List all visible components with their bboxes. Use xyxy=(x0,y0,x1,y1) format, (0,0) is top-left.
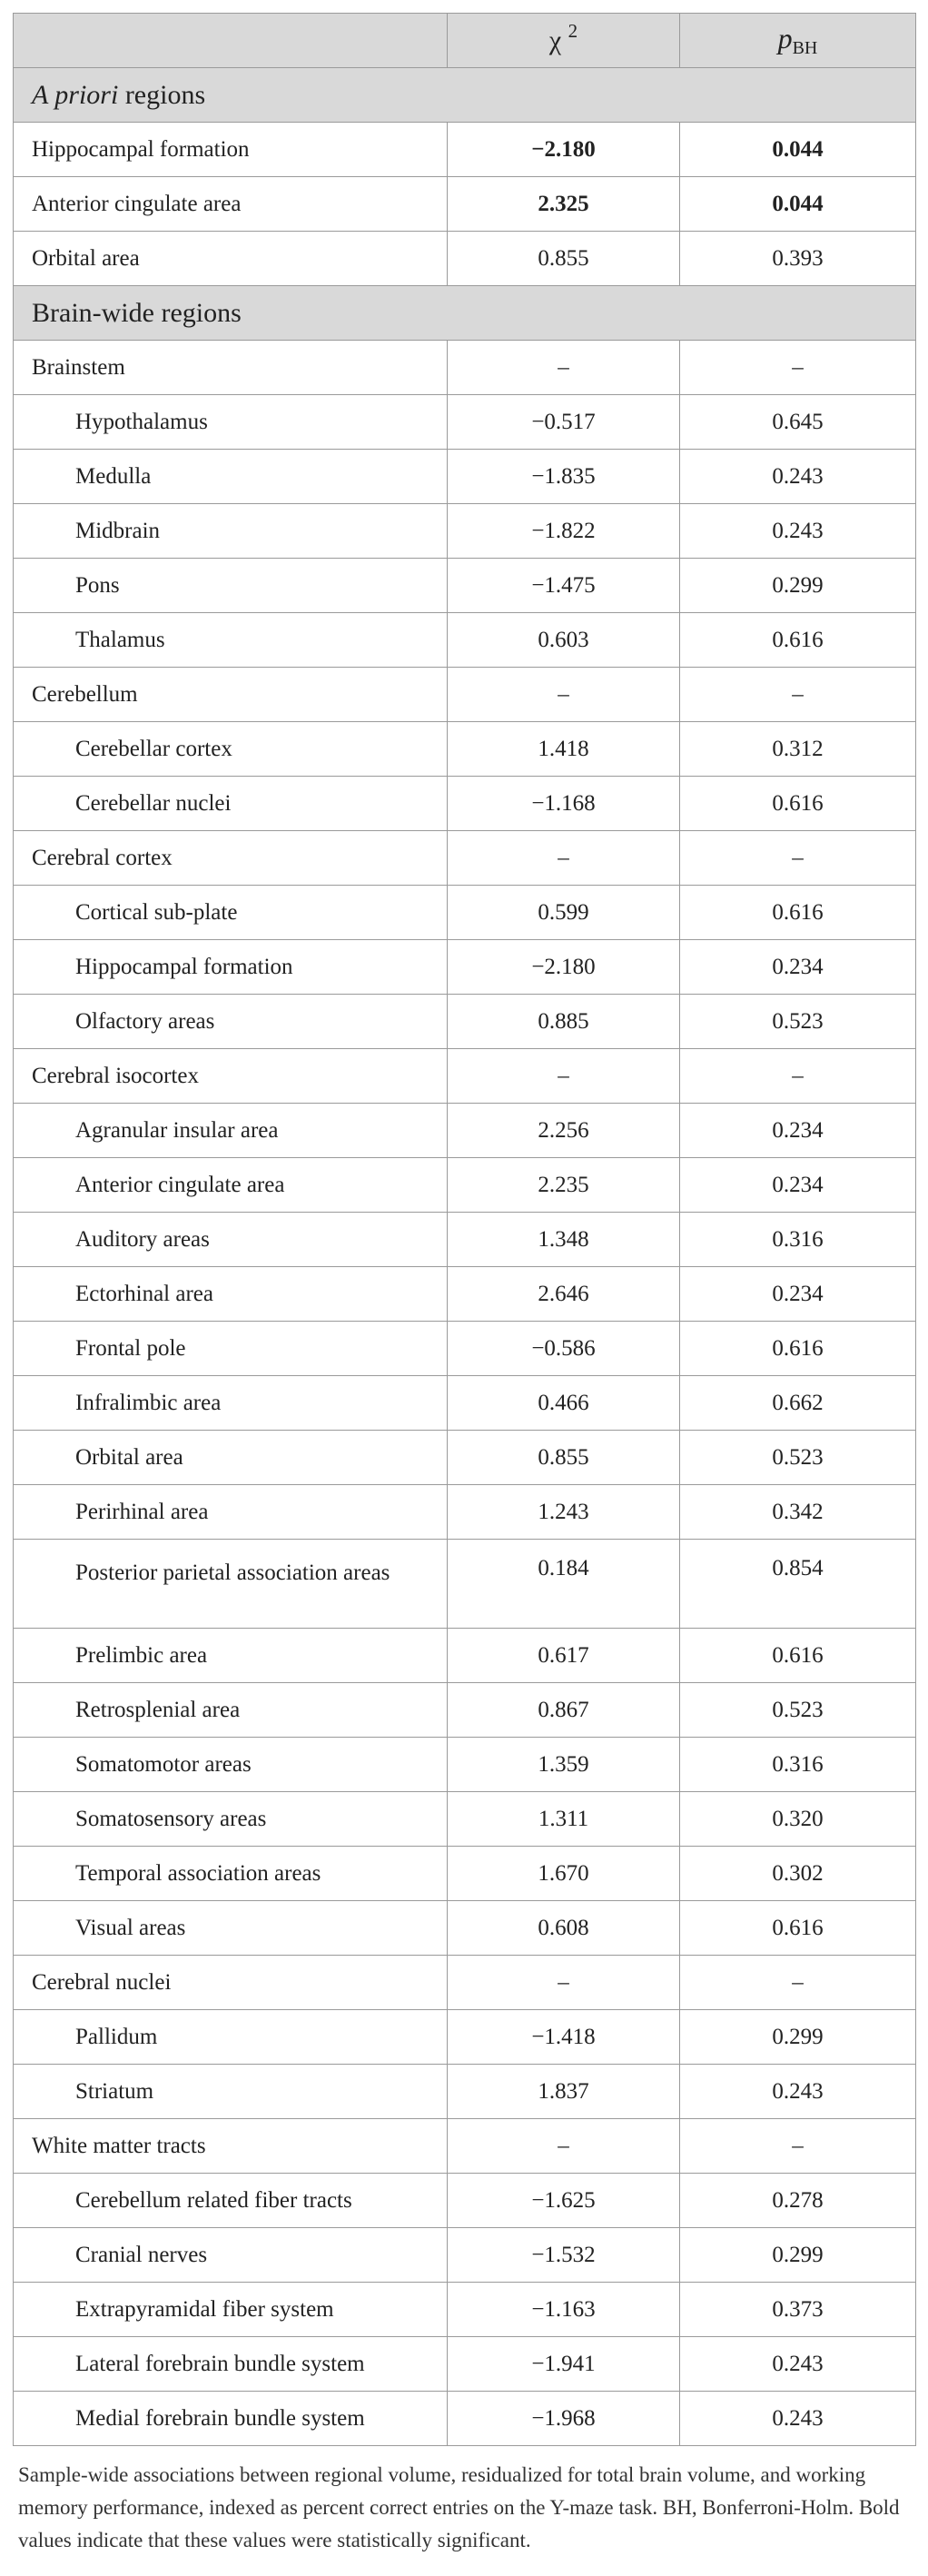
table-row xyxy=(14,940,916,995)
chi-square-cell: −2.180 xyxy=(448,123,680,177)
p-bh-cell: 0.243 xyxy=(680,2392,916,2446)
p-bh-cell: 0.312 xyxy=(680,722,916,777)
region-name-cell: Midbrain xyxy=(14,504,448,559)
chi-square-cell: 0.466 xyxy=(448,1376,680,1431)
section-header-row xyxy=(14,286,916,341)
p-bh-cell: 0.616 xyxy=(680,1322,916,1376)
region-name-cell: Cerebellar cortex xyxy=(14,722,448,777)
p-bh-cell: 0.234 xyxy=(680,1104,916,1158)
chi-square-cell: 2.256 xyxy=(448,1104,680,1158)
table-row xyxy=(14,1158,916,1213)
region-name-cell: Hippocampal formation xyxy=(14,123,448,177)
p-bh-cell: – xyxy=(680,341,916,395)
region-name-cell: Cerebral cortex xyxy=(14,831,448,886)
chi-square-cell: 0.608 xyxy=(448,1901,680,1956)
table-row xyxy=(14,1267,916,1322)
region-name-cell: Thalamus xyxy=(14,613,448,668)
chi-square-cell: 0.855 xyxy=(448,1431,680,1485)
region-name-cell: Temporal association areas xyxy=(14,1847,448,1901)
header-chi-square xyxy=(448,14,680,68)
region-name-cell: Orbital area xyxy=(14,232,448,286)
section-title-text: regions xyxy=(118,79,206,110)
chi-square-cell: −1.168 xyxy=(448,777,680,831)
region-name-cell: Olfactory areas xyxy=(14,995,448,1049)
header-p-bh xyxy=(680,14,916,68)
region-name-cell: Posterior parietal association areas xyxy=(14,1540,448,1629)
region-name-cell: Frontal pole xyxy=(14,1322,448,1376)
chi-square-cell: 2.235 xyxy=(448,1158,680,1213)
header-region xyxy=(14,14,448,68)
table-row xyxy=(14,1322,916,1376)
chi-square-cell: 1.670 xyxy=(448,1847,680,1901)
chi-square-cell: 0.184 xyxy=(448,1540,680,1629)
table-row xyxy=(14,777,916,831)
table-row xyxy=(14,1376,916,1431)
table-row xyxy=(14,1431,916,1485)
p-bh-cell: 0.044 xyxy=(680,177,916,232)
table-row xyxy=(14,1213,916,1267)
table-row xyxy=(14,2174,916,2228)
chi-square-cell: −1.835 xyxy=(448,450,680,504)
table-row xyxy=(14,177,916,232)
p-bh-cell: 0.044 xyxy=(680,123,916,177)
p-bh-cell: 0.523 xyxy=(680,995,916,1049)
chi-square-cell: −0.517 xyxy=(448,395,680,450)
p-bh-cell: 0.616 xyxy=(680,613,916,668)
region-name-cell: Somatosensory areas xyxy=(14,1792,448,1847)
chi-square-cell: 2.325 xyxy=(448,177,680,232)
chi-square-cell: 1.311 xyxy=(448,1792,680,1847)
p-bh-cell: 0.243 xyxy=(680,504,916,559)
table-row xyxy=(14,450,916,504)
p-bh-cell: 0.299 xyxy=(680,2228,916,2283)
table-row xyxy=(14,1540,916,1629)
chi-square-cell: – xyxy=(448,831,680,886)
table-row xyxy=(14,1956,916,2010)
table-row xyxy=(14,886,916,940)
chi-square-cell: 1.418 xyxy=(448,722,680,777)
region-name-cell: Medial forebrain bundle system xyxy=(14,2392,448,2446)
section-title xyxy=(14,286,916,341)
table-row xyxy=(14,341,916,395)
table-row xyxy=(14,123,916,177)
p-bh-cell: 0.278 xyxy=(680,2174,916,2228)
region-name-cell: Pons xyxy=(14,559,448,613)
region-name-cell: Cerebellum xyxy=(14,668,448,722)
p-bh-cell: 0.299 xyxy=(680,2010,916,2065)
chi-square-cell: 0.617 xyxy=(448,1629,680,1683)
p-bh-cell: 0.616 xyxy=(680,886,916,940)
chi-symbol: χ xyxy=(548,25,562,55)
section-title-text: Brain-wide regions xyxy=(32,297,242,328)
table-row xyxy=(14,395,916,450)
table-caption: Sample-wide associations between regional volume, residualized for total brain volume, and working memory performance, indexed as percent correct entries on the Y-maze task. BH, Bonferroni-Holm. Bold values indicate that these values were statistically significant. xyxy=(18,2463,900,2551)
chi-square-cell: – xyxy=(448,1049,680,1104)
chi-square-cell: 0.599 xyxy=(448,886,680,940)
table-row xyxy=(14,2392,916,2446)
chi-square-cell: – xyxy=(448,2119,680,2174)
p-bh-cell: 0.234 xyxy=(680,1158,916,1213)
chi-square-cell: −1.625 xyxy=(448,2174,680,2228)
p-bh-cell: 0.234 xyxy=(680,1267,916,1322)
p-bh-cell: 0.645 xyxy=(680,395,916,450)
table-row xyxy=(14,232,916,286)
p-bh-cell: 0.243 xyxy=(680,2065,916,2119)
table-row xyxy=(14,2119,916,2174)
chi-square-cell: 1.359 xyxy=(448,1738,680,1792)
region-name-cell: Cerebellar nuclei xyxy=(14,777,448,831)
table-row xyxy=(14,1738,916,1792)
region-name-cell: White matter tracts xyxy=(14,2119,448,2174)
region-name-cell: Extrapyramidal fiber system xyxy=(14,2283,448,2337)
table-row xyxy=(14,995,916,1049)
region-name-cell: Somatomotor areas xyxy=(14,1738,448,1792)
region-name-cell: Ectorhinal area xyxy=(14,1267,448,1322)
chi-square-cell: −1.941 xyxy=(448,2337,680,2392)
table-row xyxy=(14,668,916,722)
chi-square-cell: −1.475 xyxy=(448,559,680,613)
region-name-cell: Retrosplenial area xyxy=(14,1683,448,1738)
chi-square-cell: 1.348 xyxy=(448,1213,680,1267)
p-bh-cell: 0.616 xyxy=(680,1901,916,1956)
region-name-cell: Striatum xyxy=(14,2065,448,2119)
p-bh-cell: 0.243 xyxy=(680,2337,916,2392)
p-subscript: BH xyxy=(792,38,818,58)
p-bh-cell: 0.662 xyxy=(680,1376,916,1431)
p-bh-cell: 0.616 xyxy=(680,777,916,831)
p-bh-cell: 0.320 xyxy=(680,1792,916,1847)
chi-square-cell: – xyxy=(448,341,680,395)
chi-square-cell: −1.532 xyxy=(448,2228,680,2283)
table-row xyxy=(14,1683,916,1738)
p-bh-cell: – xyxy=(680,1049,916,1104)
region-name-cell: Cortical sub-plate xyxy=(14,886,448,940)
table-row xyxy=(14,1792,916,1847)
region-name-cell: Cranial nerves xyxy=(14,2228,448,2283)
region-name-cell: Infralimbic area xyxy=(14,1376,448,1431)
p-bh-cell: 0.523 xyxy=(680,1683,916,1738)
region-name-cell: Hippocampal formation xyxy=(14,940,448,995)
region-name-cell: Anterior cingulate area xyxy=(14,177,448,232)
p-bh-cell: 0.393 xyxy=(680,232,916,286)
region-name-cell: Agranular insular area xyxy=(14,1104,448,1158)
section-header-row xyxy=(14,68,916,123)
table-row xyxy=(14,2228,916,2283)
region-name-cell: Cerebral nuclei xyxy=(14,1956,448,2010)
p-bh-cell: 0.523 xyxy=(680,1431,916,1485)
p-bh-cell: 0.302 xyxy=(680,1847,916,1901)
table-row xyxy=(14,1104,916,1158)
p-bh-cell: 0.616 xyxy=(680,1629,916,1683)
p-bh-cell: – xyxy=(680,831,916,886)
p-bh-cell: 0.342 xyxy=(680,1485,916,1540)
p-bh-cell: 0.316 xyxy=(680,1738,916,1792)
table-row xyxy=(14,504,916,559)
chi-square-cell: 0.855 xyxy=(448,232,680,286)
chi-square-cell: – xyxy=(448,668,680,722)
p-bh-cell: 0.373 xyxy=(680,2283,916,2337)
chi-square-cell: 2.646 xyxy=(448,1267,680,1322)
chi-square-cell: −0.586 xyxy=(448,1322,680,1376)
region-name-cell: Orbital area xyxy=(14,1431,448,1485)
region-name-cell: Hypothalamus xyxy=(14,395,448,450)
table-row xyxy=(14,1847,916,1901)
table-row xyxy=(14,1901,916,1956)
region-name-cell: Cerebellum related fiber tracts xyxy=(14,2174,448,2228)
p-bh-cell: – xyxy=(680,2119,916,2174)
chi-square-cell: 1.243 xyxy=(448,1485,680,1540)
section-title xyxy=(14,68,916,123)
region-name-cell: Brainstem xyxy=(14,341,448,395)
chi-square-cell: 0.603 xyxy=(448,613,680,668)
table-row xyxy=(14,613,916,668)
chi-square-cell: – xyxy=(448,1956,680,2010)
chi-superscript: 2 xyxy=(568,19,578,42)
region-name-cell: Visual areas xyxy=(14,1901,448,1956)
table-row xyxy=(14,1049,916,1104)
region-name-cell: Auditory areas xyxy=(14,1213,448,1267)
table-row xyxy=(14,2065,916,2119)
results-table xyxy=(13,13,916,2446)
region-name-cell: Anterior cingulate area xyxy=(14,1158,448,1213)
table-row xyxy=(14,2010,916,2065)
table-header-row xyxy=(14,14,916,68)
table-row xyxy=(14,831,916,886)
p-bh-cell: 0.243 xyxy=(680,450,916,504)
p-bh-cell: – xyxy=(680,1956,916,2010)
table-row xyxy=(14,722,916,777)
region-name-cell: Lateral forebrain bundle system xyxy=(14,2337,448,2392)
table-row xyxy=(14,559,916,613)
p-bh-cell: 0.299 xyxy=(680,559,916,613)
p-bh-cell: 0.316 xyxy=(680,1213,916,1267)
p-bh-cell: 0.854 xyxy=(680,1540,916,1629)
chi-square-cell: 0.885 xyxy=(448,995,680,1049)
p-symbol: p xyxy=(777,22,793,54)
chi-square-cell: −2.180 xyxy=(448,940,680,995)
chi-square-cell: −1.822 xyxy=(448,504,680,559)
region-name-cell: Perirhinal area xyxy=(14,1485,448,1540)
chi-square-cell: −1.968 xyxy=(448,2392,680,2446)
table-row xyxy=(14,2283,916,2337)
region-name-cell: Cerebral isocortex xyxy=(14,1049,448,1104)
chi-square-cell: −1.163 xyxy=(448,2283,680,2337)
region-name-cell: Medulla xyxy=(14,450,448,504)
chi-square-cell: −1.418 xyxy=(448,2010,680,2065)
section-title-italic: A priori xyxy=(32,79,119,110)
table-container xyxy=(13,13,915,2557)
p-bh-cell: 0.234 xyxy=(680,940,916,995)
p-bh-cell: – xyxy=(680,668,916,722)
table-row xyxy=(14,1629,916,1683)
table-row xyxy=(14,2337,916,2392)
region-name-cell: Prelimbic area xyxy=(14,1629,448,1683)
table-body xyxy=(14,68,916,2446)
region-name-cell: Pallidum xyxy=(14,2010,448,2065)
table-row xyxy=(14,1485,916,1540)
chi-square-cell: 0.867 xyxy=(448,1683,680,1738)
chi-square-cell: 1.837 xyxy=(448,2065,680,2119)
